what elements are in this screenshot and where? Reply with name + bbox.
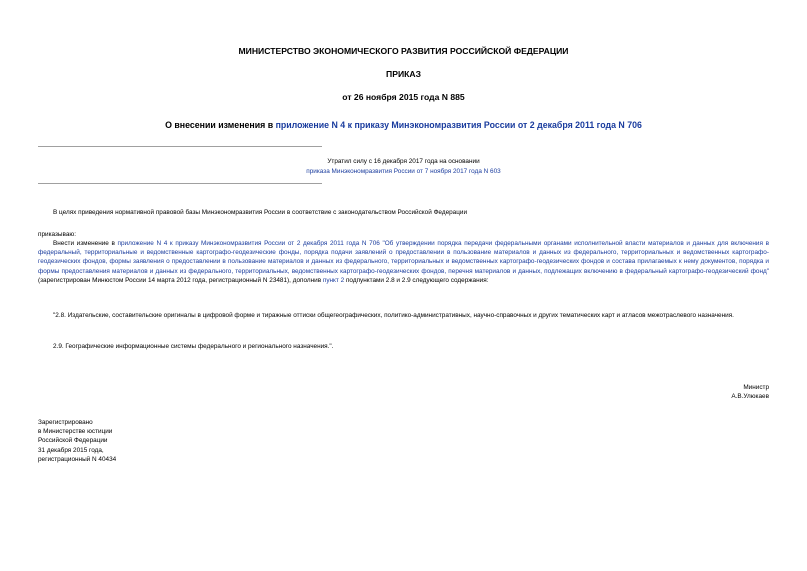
registration-line: Российской Федерации xyxy=(38,437,108,445)
main-paragraph xyxy=(38,239,769,285)
order-type: ПРИКАЗ xyxy=(386,69,421,79)
registration-line: в Министерстве юстиции xyxy=(38,428,113,436)
order-title-link[interactable]: приложение N 4 к приказу Минэкономразвития России от 2 декабря 2011 года N 706 xyxy=(275,120,642,130)
signature-name: А.В.Улюкаев xyxy=(731,393,769,401)
status-note-line: Утратил силу с 16 декабря 2017 года на основании xyxy=(327,158,480,165)
divider-top xyxy=(38,146,322,147)
clause-link[interactable]: пункт 2 xyxy=(322,276,345,284)
main-paragraph-prefix: Внести изменение в xyxy=(53,240,118,247)
ministry-name: МИНИСТЕРСТВО ЭКОНОМИЧЕСКОГО РАЗВИТИЯ РОССИЙСКОЙ ФЕДЕРАЦИИ xyxy=(238,46,569,56)
order-title-prefix: О внесении изменения в xyxy=(165,120,276,130)
main-paragraph-suffix: подпунктами 2.8 и 2.9 следующего содержания: xyxy=(344,276,489,284)
registration-line: регистрационный N 40434 xyxy=(38,455,117,463)
order-title xyxy=(0,120,807,130)
annex-link[interactable]: приложение N 4 к приказу Минэкономразвития России от 2 декабря 2011 года N 706 xyxy=(117,240,380,247)
order-name-link[interactable]: "Об утверждении порядка передачи федеральными органами исполнительной власти материалов и данных для включения в федеральный, территориальные и ведомственные картографо-геодезические фонды, порядка подачи заявлений о предоставлении в пользование материалов и данных из федерального, территориальных и ведомственных картографо-геодезических фондов, формы заявления о предоставлении в пользование материалов и данных из федерального, территориальных и ведомственных картографо-геодезических фондов и состава прилагаемых к нему документов, порядка и формы предоставления материалов и данных из федерального, территориальных, ведомственных картографо-геодезических фондов, перечня материалов и данных, подлежащих включению в федеральный картографо-геодезический фонд" xyxy=(38,240,769,275)
registration-block xyxy=(38,418,238,464)
registration-line: 31 декабря 2015 года, xyxy=(38,446,104,454)
signature-position: Министр xyxy=(743,384,769,391)
quote-item-2-8: "2.8. Издательские, составительские оригиналы в цифровой форме и тиражные оттиски общегеографических, политико-административных, научно-справочных и других тематических карт и атласов межотраслевого назначения. xyxy=(53,312,734,319)
order-directive: приказываю: xyxy=(38,231,76,238)
main-paragraph-mid: (зарегистрирован Минюстом России 14 марта 2012 года, регистрационный N 23481), дополнив xyxy=(38,276,323,284)
quote-item-2-9: 2.9. Географические информационные системы федерального и регионального назначения.". xyxy=(53,343,334,350)
order-date: от 26 ноября 2015 года N 885 xyxy=(342,92,465,102)
signature-block xyxy=(600,383,769,401)
status-note-link[interactable]: приказа Минэкономразвития России от 7 ноября 2017 года N 603 xyxy=(306,168,501,175)
divider-bottom xyxy=(38,183,322,184)
intro-paragraph: В целях приведения нормативной правовой базы Минэкономразвития России в соответствие с законодательством Российской Федерации xyxy=(53,209,468,216)
registration-line: Зарегистрировано xyxy=(38,419,93,426)
